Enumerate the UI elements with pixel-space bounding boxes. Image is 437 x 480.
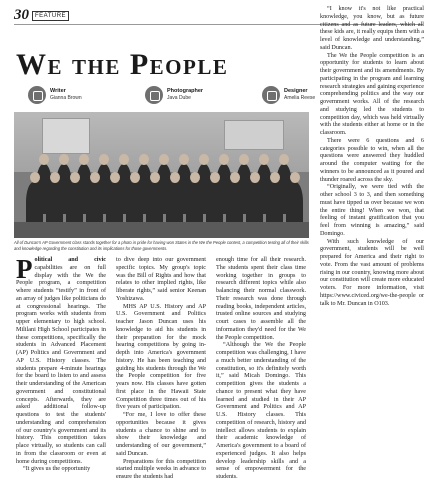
page-header (14, 8, 69, 23)
credit-name: Amelia Reese (284, 95, 316, 101)
article-paragraph: “Although the We the People competition was challenging, I have a much better understanding of the constitution, so it's definitely worth it,” said Micah Domingo. This competition gives the students a chance to present what they have learned and studied in their AP Government and Politics and AP U.S. History classes. This competition of research, history and intellect allows students to explain their academic knowledge of America's government to a board of experienced judges. It also helps develop leadership skills and a sense of empowerment for the students. (216, 342, 306, 480)
person-head (279, 154, 289, 165)
person-figure (266, 182, 283, 226)
photo-whiteboard (42, 118, 90, 154)
drop-cap: P (16, 254, 33, 284)
person-head (219, 154, 229, 165)
person-head (139, 154, 149, 165)
article-lead-paragraph (16, 254, 106, 466)
person-head (170, 172, 180, 183)
person-head (250, 172, 260, 183)
person-figure (206, 182, 223, 226)
photo-caption: All of Duncan's AP Government class stands together for a photo in pride for having won States in the We the People contest, a competition testing all of their skills and knowledge regarding the constitution and its implications for those governments. (14, 240, 309, 251)
credit-name: Gianna Brown (50, 95, 82, 101)
person-head (70, 172, 80, 183)
article-column-3 (216, 257, 306, 480)
person-figure (26, 182, 43, 226)
credit-name: Java Dube (167, 95, 191, 101)
person-head (270, 172, 280, 183)
article-paragraph: “Originally, we were tied with the other school 3 to 3, and then something must have tipped us over because we won the entire thing! When we won, that feeling of instant gratification that you feel from winning is amazing,” said Domingo. (320, 184, 424, 237)
person-figure (106, 182, 123, 226)
article-paragraph: “It gives us the opportunity (23, 466, 91, 473)
person-figure (186, 182, 203, 226)
layout-icon (262, 86, 280, 104)
article-column-1 (16, 254, 106, 474)
pen-icon (28, 86, 46, 104)
page-number: 30 (14, 7, 29, 23)
article-paragraph: MHS AP U.S. History and AP U.S. Government and Politics teacher Jason Duncan uses his knowledge to aid his students in their preparation for the mock hearing competitions by going in-depth into America's government history. He has been teaching and guiding his students through the We the People competition for five years now. His classes have gotten first place in the Hawaii State Competition three times out of his five years of participation. (116, 303, 206, 411)
credit-role: Photographer (167, 88, 204, 94)
photo-floor (14, 222, 309, 238)
group-photo (14, 112, 309, 238)
article-paragraph: The We the People competition is an opportunity for students to learn about their government and its amendments. By participating in the program and learning research strategies and gaining experience comprehending politics and the way our government works. All of the research and studying led the students to competition day, which was held virtually with the students either at home or in the classroom. (320, 52, 424, 136)
person-head (110, 172, 120, 183)
credit-writer (28, 86, 145, 104)
article-column-2 (116, 257, 206, 480)
person-figure (166, 182, 183, 226)
person-head (79, 154, 89, 165)
person-head (210, 172, 220, 183)
person-figure (46, 182, 63, 226)
lead-words: olitical and civic (34, 257, 106, 263)
section-tag: FEATURE (32, 11, 69, 21)
person-head (90, 172, 100, 183)
person-head (150, 172, 160, 183)
person-head (99, 154, 109, 165)
person-figure (126, 182, 143, 226)
lead-text: capabilities are on full display with the We the People program, a competition where students “testify” in front of an array of judges like politicians do at congressional hearings. The program works with students from upper elementary to high school. Mililani High School participates in these competitions, specifically the students in Advanced Placement (AP) Politics and Government and AP U.S. History classes. The students prepare 4-minute hearings for the board to listen to and assess their understanding of the American government and constitutional concepts. Afterwards, they are asked additional follow-up questions to test the students' understanding and comprehension of our country's government and its history. This competition takes place virtually, so students can call in from the classroom or even at home during competitions. (16, 264, 106, 465)
person-head (50, 172, 60, 183)
person-head (130, 172, 140, 183)
article-paragraph: “I know it's not like practical knowledge, you know, but as future citizens and as future leaders, which all these kids are, it really equips them with a level of knowledge and understanding,” said Duncan. (320, 6, 424, 51)
article-paragraph: With such knowledge of our government, students will be well prepared for America and their right to vote. From the vast amount of problems rising in our country, knowing more about our constitution will create more educated voters. For more information, visit https://www.civiced.org/we-the-people or talk to Mr. Duncan in O103. (320, 238, 424, 307)
credit-role: Designer (284, 88, 308, 94)
article-paragraph: “For me, I love to offer these opportunities because it gives students a chance to shine and to show their knowledge and understanding of our government,” said Duncan. (116, 412, 206, 457)
person-head (179, 154, 189, 165)
credit-role: Writer (50, 88, 66, 94)
person-head (30, 172, 40, 183)
article-column-4 (320, 6, 424, 308)
person-head (230, 172, 240, 183)
article-paragraph: to dive deep into our government specific topics. My group's topic was the Bill of Rights and how that relates to other implied rights, like liberate rights,” said senior Keenan Yoshizawa. (116, 257, 206, 302)
person-figure (226, 182, 243, 226)
photo-whiteboard (224, 120, 284, 150)
person-figure (246, 182, 263, 226)
person-figure (146, 182, 163, 226)
article-paragraph: There were 6 questions and 6 categories possible to win, when all the questions were answered they huddled around the computer waiting for the winners to be announced as it poured and thunder roared across the sky. (320, 137, 424, 183)
person-figure (86, 182, 103, 226)
person-head (39, 154, 49, 165)
person-head (59, 154, 69, 165)
person-head (119, 154, 129, 165)
person-head (190, 172, 200, 183)
person-head (199, 154, 209, 165)
person-head (290, 172, 300, 183)
article-paragraph: enough time for all their research. The students spent their class time working together in groups to research different topics while also balancing their normal classwork. Their research was done through reading books, independent articles, trusted online sources and studying court cases to assemble all the information they'd need for the We the People competition. (216, 257, 306, 341)
person-head (159, 154, 169, 165)
person-figure (66, 182, 83, 226)
person-figure (286, 182, 303, 226)
person-head (259, 154, 269, 165)
camera-icon (145, 86, 163, 104)
credit-photographer (145, 86, 262, 104)
article-paragraph: Preparations for this competition started multiple weeks in advance to ensure the students had (116, 458, 206, 480)
person-head (239, 154, 249, 165)
article-title: We the People (16, 48, 229, 81)
